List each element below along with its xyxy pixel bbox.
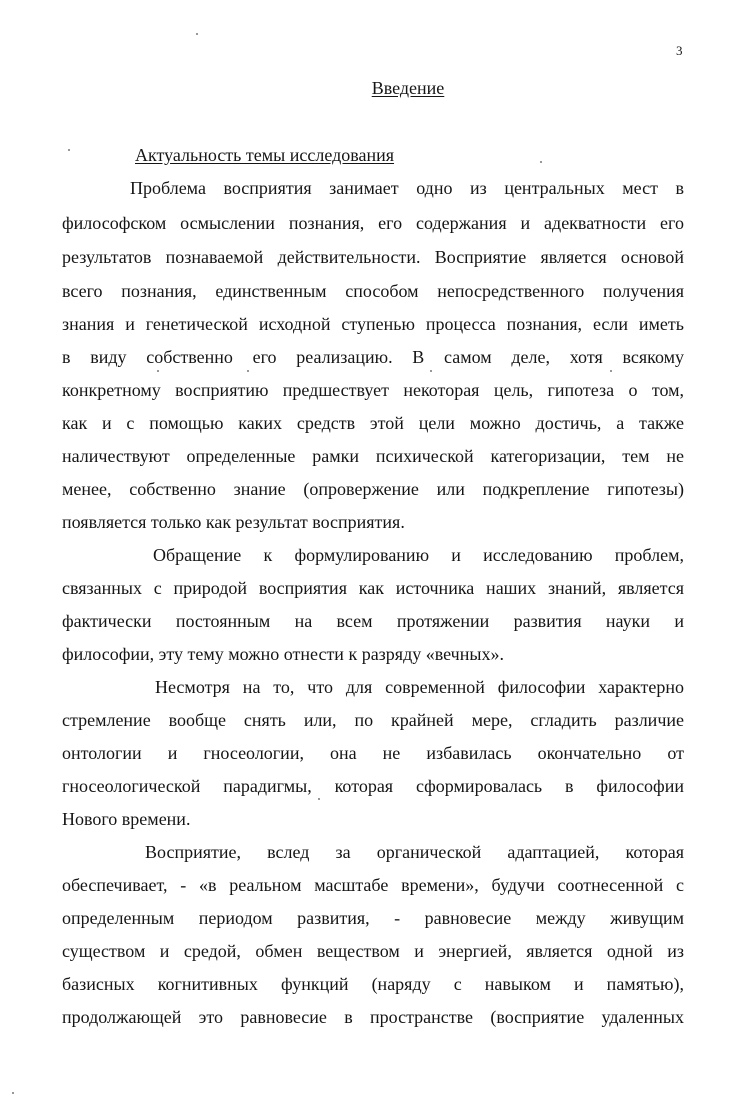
page-title: Введение: [371, 78, 445, 98]
text-line: появляется только как результат восприятия.: [62, 512, 405, 532]
text-line: наличествуют определенные рамки психической категоризации, тем не: [62, 446, 684, 466]
page-number: 3: [676, 43, 683, 58]
text-line: результатов познаваемой действительности. Восприятие является основой: [62, 247, 684, 267]
text-line: конкретному восприятию предшествует некоторая цель, гипотеза о том,: [62, 380, 684, 400]
section-title: Актуальность темы исследования: [135, 145, 395, 165]
text-line: Нового времени.: [62, 809, 191, 829]
scan-speck: [247, 370, 249, 372]
text-line: в виду собственно его реализацию. В самом деле, хотя всякому: [62, 347, 684, 367]
text-line: связанных с природой восприятия как источника наших знаний, является: [62, 578, 684, 598]
text-line: фактически постоянным на всем протяжении развития науки и: [62, 611, 684, 631]
text-line: онтологии и гносеологии, она не избавилась окончательно от: [62, 743, 684, 763]
text-line: продолжающей это равновесие в пространстве (восприятие удаленных: [62, 1007, 684, 1027]
text-line: гносеологической парадигмы, которая сформировалась в философии: [62, 776, 684, 796]
text-line: философском осмыслении познания, его содержания и адекватности его: [62, 213, 684, 233]
scan-speck: [157, 370, 159, 372]
text-line: менее, собственно знание (опровержение или подкрепление гипотезы): [62, 479, 684, 499]
scan-speck: [12, 1092, 14, 1094]
scan-speck: [68, 149, 70, 151]
scan-speck: [430, 370, 432, 372]
text-line: как и с помощью каких средств этой цели можно достичь, а также: [62, 413, 684, 433]
text-line: существом и средой, обмен веществом и энергией, является одной из: [62, 941, 684, 961]
text-line: философии, эту тему можно отнести к разряду «вечных».: [62, 644, 504, 664]
text-line: Несмотря на то, что для современной философии характерно: [155, 677, 684, 697]
text-line: знания и генетической исходной ступенью процесса познания, если иметь: [62, 314, 684, 334]
text-line: базисных когнитивных функций (наряду с навыком и памятью),: [62, 974, 684, 994]
text-line: стремление вообще снять или, по крайней мере, сгладить различие: [62, 710, 684, 730]
scan-speck: [610, 370, 612, 372]
text-line: Восприятие, вслед за органической адаптацией, которая: [145, 842, 684, 862]
scan-speck: [196, 33, 198, 35]
scan-speck: [540, 161, 542, 163]
text-line: Обращение к формулированию и исследованию проблем,: [153, 545, 684, 565]
text-line: всего познания, единственным способом непосредственного получения: [62, 281, 684, 301]
scan-speck: [318, 798, 320, 800]
text-line: определенным периодом развития, - равновесие между живущим: [62, 908, 684, 928]
text-line: Проблема восприятия занимает одно из центральных мест в: [130, 178, 684, 198]
text-line: обеспечивает, - «в реальном масштабе времени», будучи соотнесенной с: [62, 875, 684, 895]
